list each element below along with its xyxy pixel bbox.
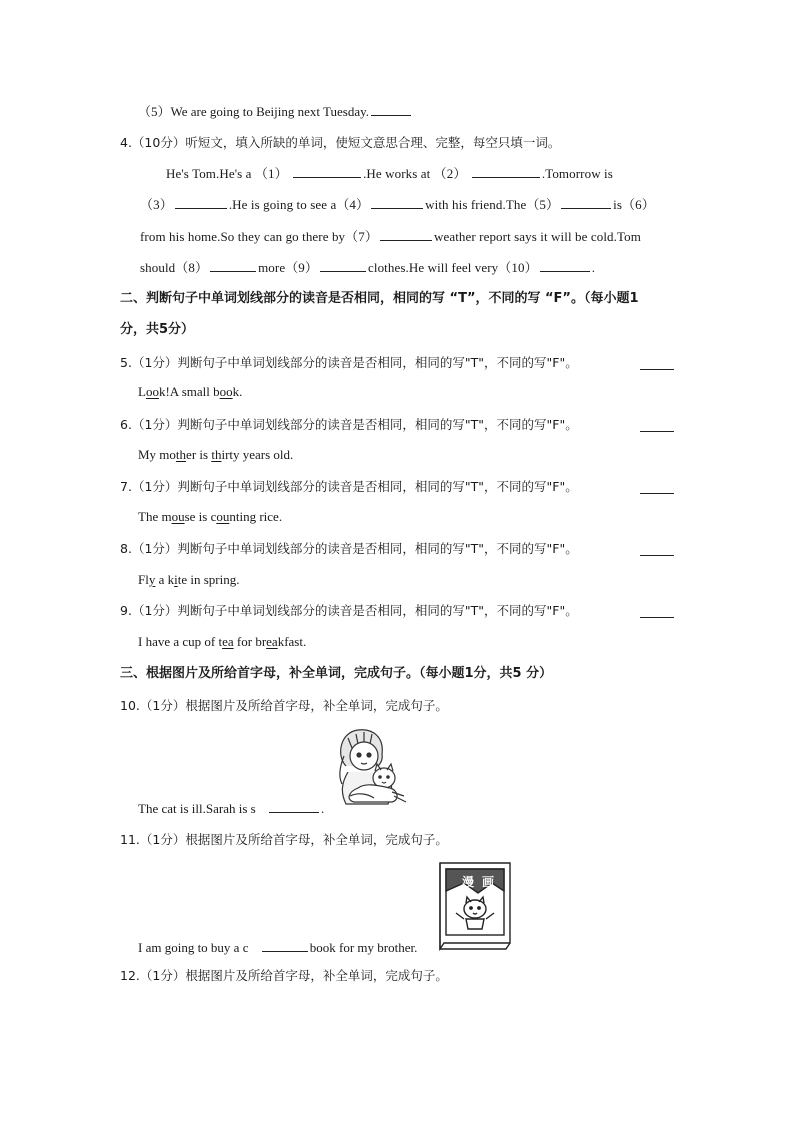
judge-sentence-8: Fly a kite in spring. bbox=[138, 572, 240, 587]
judge-question-7: 7.（1分）判断句子中单词划线部分的读音是否相同，相同的写"T"，不同的写"F"。 bbox=[120, 479, 578, 494]
question-5-previous: （5）We are going to Beijing next Tuesday. bbox=[138, 103, 413, 121]
passage-line-3: from his home.So they can go there by（7） weather report says it will be cold.Tom bbox=[140, 229, 641, 244]
passage-line-4: should（8） more（9） clothes.He will feel very（10） . bbox=[140, 260, 596, 275]
picture-question-12: 12.（1分）根据图片及所给首字母，补全单词，完成句子。 bbox=[120, 968, 448, 983]
answer-blank[interactable] bbox=[371, 103, 411, 116]
question-4-header: 4.（10分）听短文，填入所缺的单词，使短文意思合理、完整，每空只填一词。 bbox=[120, 135, 561, 150]
judge-question-6: 6.（1分）判断句子中单词划线部分的读音是否相同，相同的写"T"，不同的写"F"。 bbox=[120, 417, 578, 432]
blank-7[interactable] bbox=[380, 228, 432, 241]
judge-sentence-5: Look!A small book. bbox=[138, 384, 243, 399]
section-3-title: 三、根据图片及所给首字母，补全单词，完成句子。（每小题1分，共5 分） bbox=[120, 666, 553, 681]
picture-blank-11[interactable] bbox=[262, 939, 308, 952]
picture-question-10: 10.（1分）根据图片及所给首字母，补全单词，完成句子。 bbox=[120, 698, 448, 713]
judge-blank-5[interactable] bbox=[640, 357, 674, 370]
judge-sentence-6: My mother is thirty years old. bbox=[138, 447, 294, 462]
blank-10[interactable] bbox=[540, 259, 590, 272]
judge-blank-6[interactable] bbox=[640, 419, 674, 432]
picture-sentence-10: The cat is ill.Sarah is s . bbox=[138, 801, 325, 816]
judge-sentence-9: I have a cup of tea for breakfast. bbox=[138, 634, 307, 649]
comic-cover-text-2: 画 bbox=[482, 875, 495, 889]
judge-sentence-7: The mouse is counting rice. bbox=[138, 509, 283, 524]
blank-9[interactable] bbox=[320, 259, 366, 272]
picture-sentence-11: I am going to buy a c book for my brother. bbox=[138, 940, 418, 955]
judge-blank-9[interactable] bbox=[640, 605, 674, 618]
blank-4[interactable] bbox=[371, 196, 423, 209]
picture-blank-10[interactable] bbox=[269, 800, 319, 813]
girl-holding-cat-illustration bbox=[328, 726, 412, 810]
blank-2[interactable] bbox=[472, 165, 540, 178]
comic-cover-text-1: 漫 bbox=[462, 875, 475, 889]
blank-8[interactable] bbox=[210, 259, 256, 272]
judge-blank-7[interactable] bbox=[640, 481, 674, 494]
picture-question-11: 11.（1分）根据图片及所给首字母，补全单词，完成句子。 bbox=[120, 832, 448, 847]
judge-question-9: 9.（1分）判断句子中单词划线部分的读音是否相同，相同的写"T"，不同的写"F"。 bbox=[120, 603, 578, 618]
judge-question-5: 5.（1分）判断句子中单词划线部分的读音是否相同，相同的写"T"，不同的写"F"。 bbox=[120, 355, 578, 370]
blank-5[interactable] bbox=[561, 196, 611, 209]
section-2-title-cont: 分，共5分） bbox=[120, 322, 195, 337]
judge-blank-8[interactable] bbox=[640, 543, 674, 556]
blank-1[interactable] bbox=[293, 165, 361, 178]
section-2-title: 二、判断句子中单词划线部分的读音是否相同，相同的写 “T”，不同的写 “F”。（每小题1 bbox=[120, 291, 639, 306]
blank-3[interactable] bbox=[175, 196, 227, 209]
comic-book-illustration bbox=[436, 861, 516, 953]
judge-question-8: 8.（1分）判断句子中单词划线部分的读音是否相同，相同的写"T"，不同的写"F"。 bbox=[120, 541, 578, 556]
passage-line-1: He's Tom.He's a （1） .He works at （2） .Tomorrow is bbox=[166, 166, 613, 181]
passage-line-2: （3） .He is going to see a（4） with his friend.The（5） is（6） bbox=[140, 197, 655, 212]
